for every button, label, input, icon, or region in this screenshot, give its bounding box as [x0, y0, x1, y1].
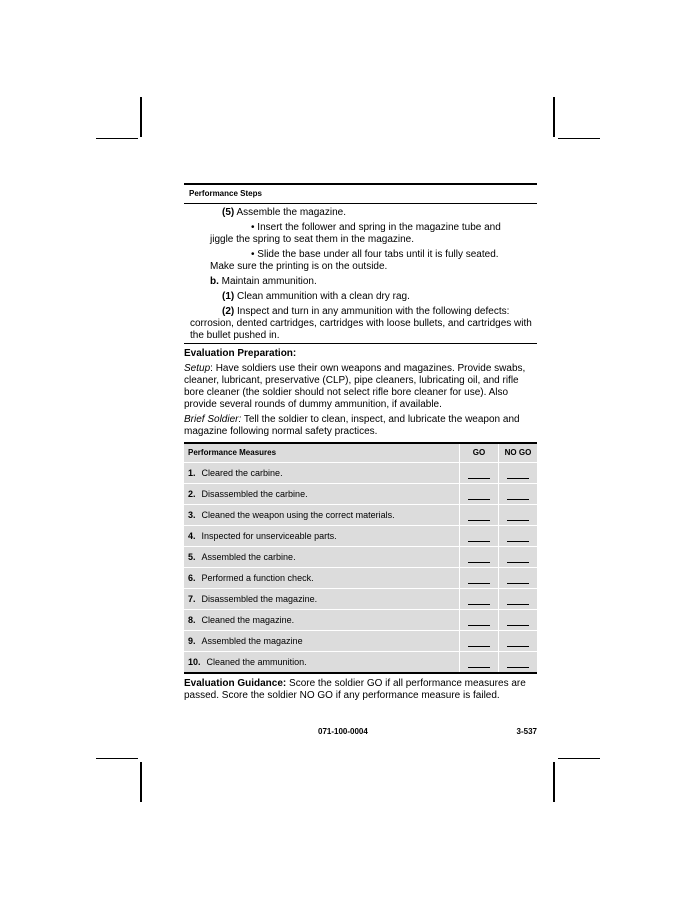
nogo-blank-cell: [499, 589, 538, 610]
evaluation-preparation-title: Evaluation Preparation:: [184, 348, 297, 359]
measure-text: Assembled the carbine.: [201, 552, 296, 562]
go-blank-cell: [460, 484, 499, 505]
go-blank[interactable]: [468, 552, 490, 563]
go-blank[interactable]: [468, 615, 490, 626]
bullet-icon: •: [251, 222, 255, 233]
go-blank-cell: [460, 589, 499, 610]
go-blank-cell: [460, 526, 499, 547]
measure-number: 3.: [188, 510, 196, 520]
bullet-icon: •: [251, 249, 255, 260]
nogo-blank[interactable]: [507, 657, 529, 668]
measure-cell: [184, 568, 460, 589]
measure-text: Assembled the magazine: [201, 636, 303, 646]
nogo-blank-cell: [499, 484, 538, 505]
nogo-blank-cell: [499, 652, 538, 674]
go-blank[interactable]: [468, 510, 490, 521]
measure-number: 10.: [188, 657, 201, 667]
measure-cell: [184, 610, 460, 631]
measure-cell: [184, 589, 460, 610]
measure-text: Cleaned the ammunition.: [206, 657, 307, 667]
table-row: [184, 526, 537, 547]
bullet-2-continued: Make sure the printing is on the outside.: [210, 261, 388, 272]
measure-number: 9.: [188, 636, 196, 646]
nogo-blank[interactable]: [507, 552, 529, 563]
measure-text: Disassembled the carbine.: [201, 489, 308, 499]
measure-text: Disassembled the magazine.: [201, 594, 318, 604]
nogo-blank-cell: [499, 610, 538, 631]
go-blank[interactable]: [468, 636, 490, 647]
measure-cell: [184, 505, 460, 526]
nogo-header: NO GO: [499, 443, 538, 463]
nogo-blank[interactable]: [507, 594, 529, 605]
go-blank-cell: [460, 652, 499, 674]
bullet-1-continued: jiggle the spring to seat them in the magazine.: [210, 234, 415, 245]
go-blank-cell: [460, 463, 499, 484]
measure-number: 7.: [188, 594, 196, 604]
measure-number: 8.: [188, 615, 196, 625]
step-b-2-continued: corrosion, dented cartridges, cartridges with loose bullets, and cartridges with the bullet pushed in.: [190, 318, 532, 341]
table-header-row: [184, 443, 537, 463]
measure-number: 6.: [188, 573, 196, 583]
measure-text: Cleaned the weapon using the correct materials.: [201, 510, 395, 520]
table-row: [184, 631, 537, 652]
nogo-blank[interactable]: [507, 510, 529, 521]
measure-text: Cleared the carbine.: [201, 468, 283, 478]
crop-mark: [553, 762, 555, 802]
measure-text: Inspected for unserviceable parts.: [201, 531, 337, 541]
table-row: [184, 610, 537, 631]
nogo-blank[interactable]: [507, 531, 529, 542]
go-blank-cell: [460, 505, 499, 526]
measure-number: 1.: [188, 468, 196, 478]
nogo-blank[interactable]: [507, 468, 529, 479]
crop-mark: [558, 758, 600, 759]
table-row: [184, 463, 537, 484]
table-row: [184, 547, 537, 568]
measure-cell: [184, 463, 460, 484]
crop-mark: [553, 97, 555, 137]
setup-paragraph: Setup: Have soldiers use their own weapons and magazines. Provide swabs, cleaner, lubricant, preservative (CLP), pipe cleaners, lubricating oil, and rifle bore cleaner (the soldier should not select rifle bore cleaner for use). Also provide several rounds of dummy ammunition, if available.: [184, 363, 526, 410]
header-rule: [184, 203, 537, 204]
evaluation-guidance: Evaluation Guidance: Score the soldier GO if all performance measures are passed. Score the soldier NO GO if any performance measure is failed.: [184, 678, 526, 701]
crop-mark: [558, 138, 600, 139]
nogo-blank[interactable]: [507, 573, 529, 584]
measure-number: 4.: [188, 531, 196, 541]
go-blank[interactable]: [468, 573, 490, 584]
nogo-blank-cell: [499, 463, 538, 484]
go-blank-cell: [460, 631, 499, 652]
measures-header: Performance Measures: [184, 443, 460, 463]
table-row: [184, 652, 537, 674]
nogo-blank[interactable]: [507, 489, 529, 500]
performance-measures-table: [184, 442, 537, 674]
table-row: [184, 484, 537, 505]
go-blank[interactable]: [468, 594, 490, 605]
step-b-2: (2) Inspect and turn in any ammunition with the following defects:: [222, 306, 510, 317]
page-content: [184, 183, 537, 702]
step-b-1: (1) Clean ammunition with a clean dry rag.: [222, 291, 410, 302]
measure-cell: [184, 526, 460, 547]
crop-mark: [96, 758, 138, 759]
nogo-blank-cell: [499, 505, 538, 526]
go-blank[interactable]: [468, 468, 490, 479]
nogo-blank-cell: [499, 547, 538, 568]
measure-cell: [184, 547, 460, 568]
measure-cell: [184, 631, 460, 652]
measure-number: 2.: [188, 489, 196, 499]
measure-text: Performed a function check.: [201, 573, 314, 583]
go-blank[interactable]: [468, 531, 490, 542]
go-blank-cell: [460, 568, 499, 589]
bullet-1: • Insert the follower and spring in the magazine tube and: [251, 222, 501, 233]
measure-cell: [184, 484, 460, 505]
crop-mark: [140, 97, 142, 137]
table-row: [184, 505, 537, 526]
measure-text: Cleaned the magazine.: [201, 615, 295, 625]
nogo-blank[interactable]: [507, 615, 529, 626]
step-b: b. Maintain ammunition.: [210, 276, 317, 287]
performance-steps-header: Performance Steps: [189, 189, 262, 198]
task-code: 071-100-0004: [318, 727, 368, 736]
nogo-blank-cell: [499, 526, 538, 547]
nogo-blank[interactable]: [507, 636, 529, 647]
brief-soldier-paragraph: Brief Soldier: Tell the soldier to clean, inspect, and lubricate the weapon and magazine following normal safety practices.: [184, 414, 520, 437]
crop-mark: [140, 762, 142, 802]
page-number: 3-537: [516, 727, 537, 736]
go-blank-cell: [460, 547, 499, 568]
table-row: [184, 568, 537, 589]
go-blank[interactable]: [468, 489, 490, 500]
section-rule: [184, 343, 537, 344]
nogo-blank-cell: [499, 568, 538, 589]
table-row: [184, 589, 537, 610]
go-blank[interactable]: [468, 657, 490, 668]
go-header: GO: [460, 443, 499, 463]
nogo-blank-cell: [499, 631, 538, 652]
measure-cell: [184, 652, 460, 674]
measure-number: 5.: [188, 552, 196, 562]
go-blank-cell: [460, 610, 499, 631]
crop-mark: [96, 138, 138, 139]
step-5: (5) Assemble the magazine.: [222, 207, 346, 218]
bullet-2: • Slide the base under all four tabs until it is fully seated.: [251, 249, 499, 260]
